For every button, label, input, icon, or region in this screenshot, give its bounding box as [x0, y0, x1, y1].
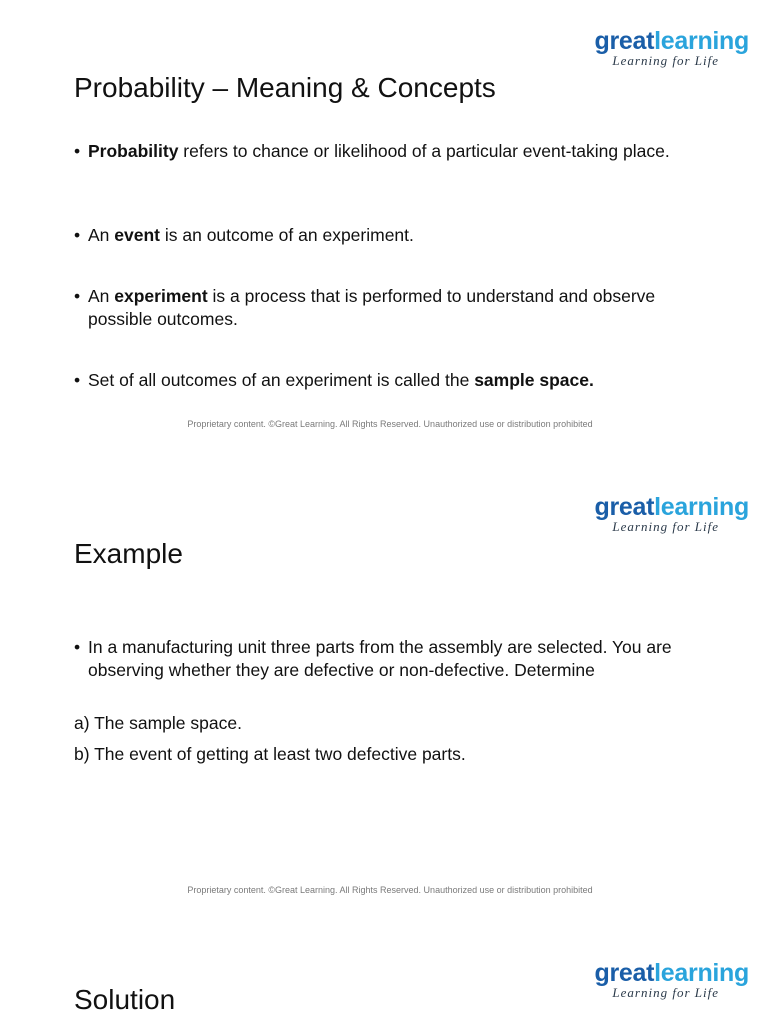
slide-solution	[0, 932, 768, 1024]
logo-learning: learning	[654, 27, 749, 55]
great-learning-logo	[571, 960, 749, 1000]
bullet-text: An	[88, 225, 115, 245]
logo-great: great	[594, 493, 655, 521]
bullet-probability	[74, 140, 714, 163]
logo-great: great	[594, 959, 655, 987]
slide-example	[0, 466, 768, 932]
slide-probability-concepts	[0, 0, 768, 466]
logo-tagline: Learning for Life	[612, 985, 719, 1000]
logo-tagline: Learning for Life	[612, 53, 719, 68]
bullet-list	[74, 285, 714, 331]
term-sample-space: sample space.	[474, 370, 594, 390]
bullet-list	[74, 224, 714, 247]
bullet-text: is a process that is performed to understand and observe possible outcomes.	[88, 286, 656, 329]
bullet-experiment	[74, 285, 714, 331]
logo-great: great	[594, 27, 655, 55]
bullet-text: refers to chance or likelihood of a particular event-taking place.	[178, 141, 670, 161]
logo-learning: learning	[654, 493, 749, 521]
slide-title: Probability – Meaning & Concepts	[74, 72, 496, 103]
item-b-event: b) The event of getting at least two defective parts.	[74, 744, 466, 764]
bullet-problem	[74, 636, 714, 682]
bullet-text: is an outcome of an experiment.	[160, 225, 414, 245]
footer-copyright: Proprietary content. ©Great Learning. All Rights Reserved. Unauthorized use or distribution prohibited	[187, 885, 593, 895]
bullet-sample-space	[74, 369, 714, 392]
bullet-list	[74, 636, 714, 682]
term-event: event	[114, 225, 160, 245]
bullet-event	[74, 224, 714, 247]
great-learning-logo	[571, 28, 749, 68]
bullet-text: An	[88, 286, 115, 306]
logo-tagline: Learning for Life	[612, 519, 719, 534]
slide-title: Example	[74, 538, 183, 569]
term-probability: Probability	[88, 141, 179, 161]
item-a-sample-space: a) The sample space.	[74, 713, 242, 733]
logo-learning: learning	[654, 959, 749, 987]
term-experiment: experiment	[114, 286, 208, 306]
bullet-list	[74, 369, 714, 392]
great-learning-logo	[571, 494, 749, 534]
bullet-text: In a manufacturing unit three parts from the assembly are selected. You are observing whether they are defective or non-defective. Determine	[88, 637, 672, 680]
footer-copyright: Proprietary content. ©Great Learning. All Rights Reserved. Unauthorized use or distribution prohibited	[187, 419, 593, 429]
bullet-list	[74, 140, 714, 163]
bullet-text: Set of all outcomes of an experiment is called the	[88, 370, 475, 390]
slide-title: Solution	[74, 984, 176, 1015]
